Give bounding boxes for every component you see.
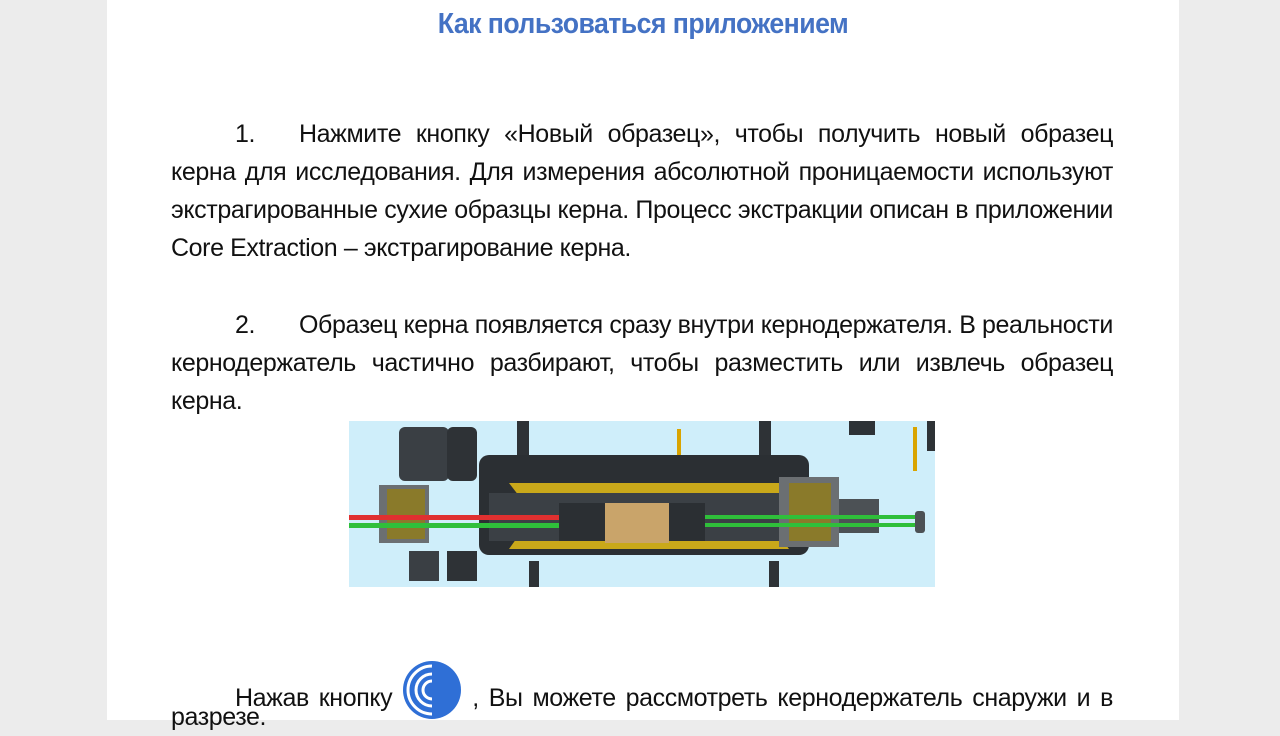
view-note-continuation: разрезе. — [171, 703, 267, 731]
view-note-after: , Вы можете рассмотреть кернодержатель снаружи и в — [472, 684, 1113, 712]
step-2-number: 2. — [235, 311, 256, 339]
step-1-text: Нажмите кнопку «Новый образец», чтобы получить новый образец керна для исследования. Для измерения абсолютной проницаемости используют экстрагированные сухие образцы керна. Процесс экстракции описан в приложении Core Extraction – экстрагирование керна. — [171, 120, 1113, 262]
page-title: Как пользоваться приложением — [437, 8, 849, 40]
core-holder-illustration — [349, 421, 935, 587]
step-2-text: Образец керна появляется сразу внутри кернодержателя. В реальности кернодержатель частично разбирают, чтобы разместить или извлечь образец керна. — [171, 311, 1113, 415]
step-2-paragraph — [171, 306, 1113, 420]
core-holder-cutaway-image — [349, 421, 935, 587]
step-1-number: 1. — [235, 120, 256, 148]
step-1-paragraph — [171, 115, 1113, 267]
document-page — [107, 0, 1179, 731]
view-note-before: Нажав кнопку — [235, 684, 393, 712]
